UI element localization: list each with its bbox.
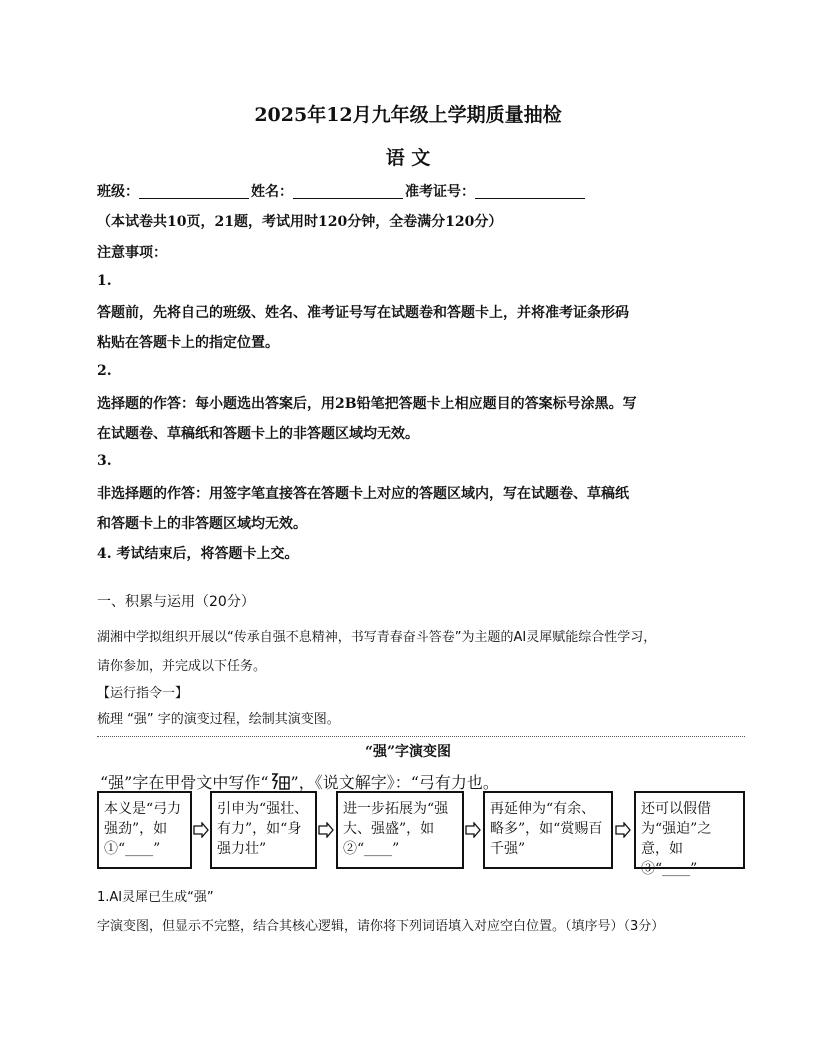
- figure-divider: [97, 736, 745, 737]
- figure-intro-part1: “强”字在甲骨文中写作“: [100, 773, 269, 792]
- notice-item2-line2: 在试题卷、草稿纸和答题卡上的非答题区域均无效。: [97, 426, 419, 442]
- notice-item1-num: 1.: [97, 273, 112, 289]
- arrow-right-icon: [615, 822, 631, 838]
- class-label: 班级：: [97, 184, 139, 200]
- notice-item2-num: 2.: [97, 363, 112, 379]
- notice-item3-line2: 和答题卡上的非答题区域均无效。: [97, 516, 307, 532]
- subject-title: 语 文: [385, 147, 431, 169]
- figure-intro-line: [100, 770, 499, 793]
- name-label: 姓名：: [251, 184, 293, 200]
- class-blank: [139, 184, 249, 199]
- oracle-bone-glyph: [269, 772, 291, 792]
- arrow-right-icon: [318, 822, 334, 838]
- evolution-box-2: 引申为“强壮、有力”，如“身强力壮”: [210, 791, 317, 869]
- name-blank: [293, 184, 403, 199]
- arrow-right-icon: [465, 822, 481, 838]
- question1-line1: 1.AI灵犀已生成“强”: [97, 890, 214, 905]
- figure-caption: “强”字演变图: [364, 744, 452, 760]
- notice-item2-line1: 选择题的作答：每小题选出答案后，用2B铅笔把答题卡上相应题目的答案标号涂黑。写: [97, 396, 637, 412]
- notice-item1-line1: 答题前，先将自己的班级、姓名、准考证号写在试题卷和答题卡上，并将准考证条形码: [97, 305, 629, 321]
- task-instruction: 梳理 “强” 字的演变过程，绘制其演变图。: [97, 712, 340, 727]
- notice-item4: 4. 考试结束后，将答题卡上交。: [97, 546, 299, 562]
- notice-item1-line2: 粘贴在答题卡上的指定位置。: [97, 335, 279, 351]
- notice-item3-num: 3.: [97, 453, 112, 469]
- evolution-box-5: 还可以假借为“强迫”之意，如③“____”: [634, 791, 745, 869]
- arrow-right-icon: [193, 822, 209, 838]
- question1-line2: 字演变图，但显示不完整，结合其核心逻辑，请你将下列词语填入对应空白位置。（填序号）（3分）: [97, 919, 665, 934]
- exam-note: （本试卷共10页，21题，考试用时120分钟，全卷满分120分）: [97, 214, 503, 230]
- section1-intro-line2: 请你参加，并完成以下任务。: [97, 659, 267, 674]
- evolution-box-3: 进一步拓展为“强大、强盛”，如②“____”: [336, 791, 464, 869]
- id-blank: [475, 184, 585, 199]
- notice-item3-line1: 非选择题的作答：用签字笔直接答在答题卡上对应的答题区域内，写在试题卷、草稿纸: [97, 486, 629, 502]
- evolution-box-4: 再延伸为“有余、略多”，如“赏赐百千强”: [483, 791, 613, 869]
- notice-heading: 注意事项：: [97, 245, 167, 261]
- student-info-line: [97, 181, 587, 201]
- id-label: 准考证号：: [405, 184, 475, 200]
- section1-intro-line1: 湖湘中学拟组织开展以“传承自强不息精神，书写青春奋斗答卷”为主题的AI灵犀赋能综合性学习，: [97, 630, 657, 645]
- evolution-box-1: 本义是“弓力强劲”，如①“____”: [97, 791, 192, 869]
- exam-title: 2025年12月九年级上学期质量抽检: [254, 104, 562, 126]
- figure-intro-part2: ”，《说文解字》：“弓有力也。: [290, 773, 499, 792]
- section1-heading: 一、积累与运用（20分）: [97, 594, 255, 610]
- run-command-label: 【运行指令一】: [97, 686, 189, 701]
